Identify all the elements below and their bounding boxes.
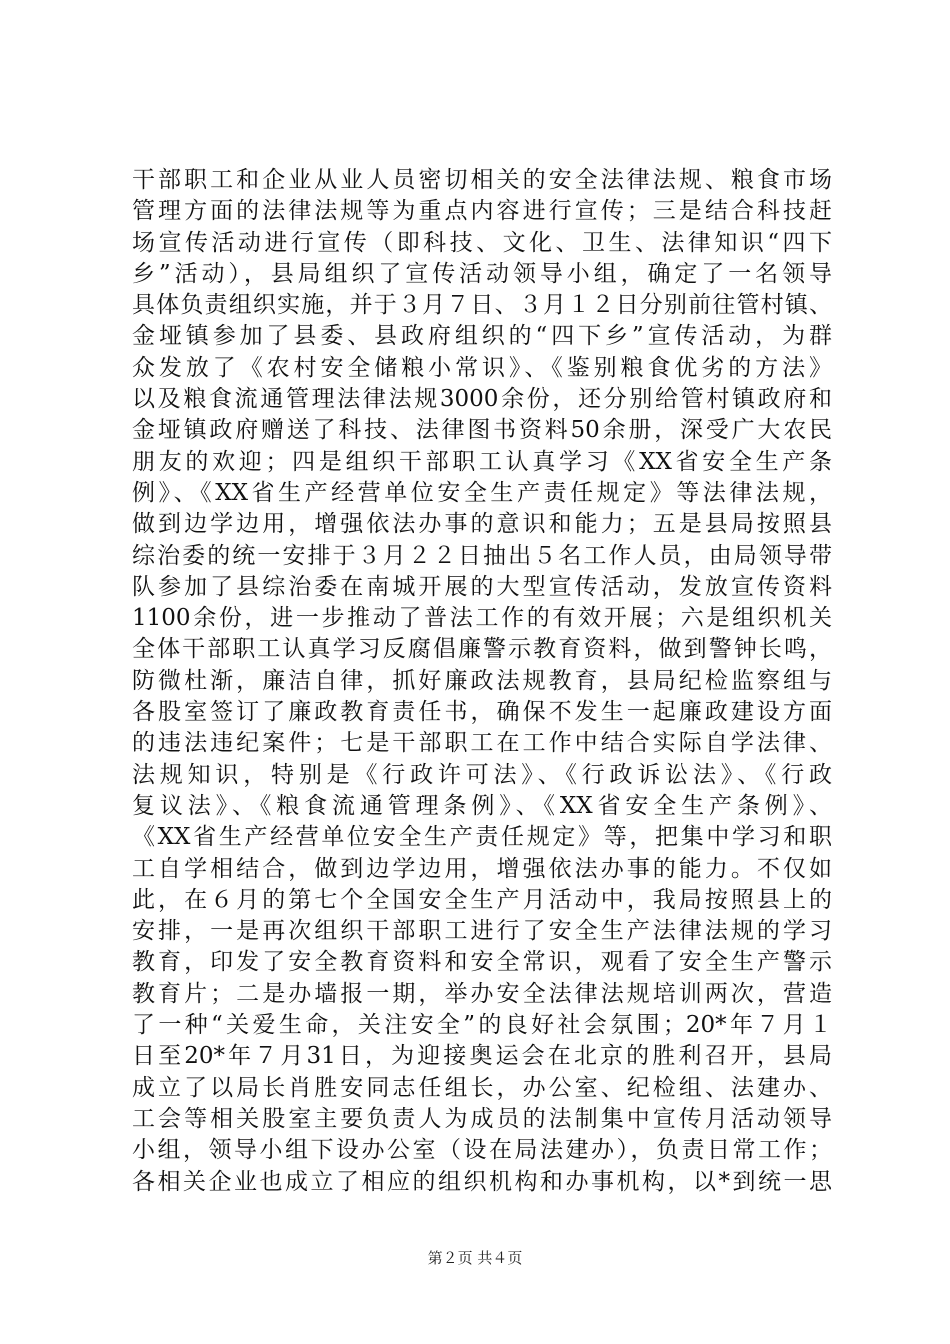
text-line: 防微杜渐，廉洁自律，抓好廉政法规教育，县局纪检监察组与: [132, 667, 832, 694]
text-line: 管理方面的法律法规等为重点内容进行宣传；三是结合科技赶: [132, 198, 832, 225]
text-line: 乡”活动），县局组织了宣传活动领导小组，确定了一名领导: [132, 260, 832, 287]
text-line: 例》、《XX省生产经营单位安全生产责任规定》等法律法规，: [132, 479, 832, 506]
text-line: 具体负责组织实施，并于３月７日、３月１２日分别前往管村镇、: [132, 292, 832, 319]
text-line: 教育片；二是办墙报一期，举办安全法律法规培训两次，营造: [132, 980, 832, 1007]
text-line: 工会等相关股室主要负责人为成员的法制集中宣传月活动领导: [132, 1105, 832, 1132]
text-line: 此，在６月的第七个全国安全生产月活动中，我局按照县上的: [132, 886, 832, 913]
text-line: 1100余份，进一步推动了普法工作的有效开展；六是组织机关: [132, 605, 832, 632]
text-line: 场宣传活动进行宣传（即科技、文化、卫生、法律知识“四下: [132, 229, 832, 256]
text-line: 队参加了县综治委在南城开展的大型宣传活动，发放宣传资料: [132, 573, 832, 600]
text-line: 工自学相结合，做到边学边用，增强依法办事的能力。不仅如: [132, 855, 832, 882]
text-line: 了一种“关爱生命，关注安全”的良好社会氛围；20*年７月１: [132, 1012, 832, 1039]
text-line: 小组，领导小组下设办公室（设在局法建办），负责日常工作；: [132, 1137, 832, 1164]
text-line: 朋友的欢迎；四是组织干部职工认真学习《XX省安全生产条: [132, 448, 832, 475]
text-line: 金垭镇参加了县委、县政府组织的“四下乡”宣传活动，为群: [132, 323, 832, 350]
text-line: 法规知识，特别是《行政许可法》、《行政诉讼法》、《行政: [132, 761, 832, 788]
text-line: 以及粮食流通管理法律法规3000余份，还分别给管村镇政府和: [132, 386, 832, 413]
text-line: 成立了以局长肖胜安同志任组长，办公室、纪检组、法建办、: [132, 1074, 832, 1101]
text-line: 全体干部职工认真学习反腐倡廉警示教育资料，做到警钟长鸣，: [132, 636, 832, 663]
body-paragraph: [132, 165, 832, 1198]
text-line: 众发放了《农村安全储粮小常识》、《鉴别粮食优劣的方法》: [132, 354, 832, 381]
text-line: 安排，一是再次组织干部职工进行了安全生产法律法规的学习: [132, 918, 832, 945]
text-line: 金垭镇政府赠送了科技、法律图书资料50余册，深受广大农民: [132, 417, 832, 444]
text-line: 复议法》、《粮食流通管理条例》、《XX省安全生产条例》、: [132, 792, 832, 819]
text-line: 各股室签订了廉政教育责任书，确保不发生一起廉政建设方面: [132, 699, 832, 726]
page-footer: 第２页 共４页: [427, 1249, 523, 1267]
text-line: 的违法违纪案件；七是干部职工在工作中结合实际自学法律、: [132, 730, 832, 757]
text-line: 干部职工和企业从业人员密切相关的安全法律法规、粮食市场: [132, 167, 832, 193]
text-line: 《XX省生产经营单位安全生产责任规定》等，把集中学习和职: [132, 824, 832, 851]
text-line: 做到边学边用，增强依法办事的意识和能力；五是县局按照县: [132, 511, 832, 538]
text-line: 教育，印发了安全教育资料和安全常识，观看了安全生产警示: [132, 949, 832, 976]
text-line: 各相关企业也成立了相应的组织机构和办事机构，以*到统一思: [132, 1168, 832, 1195]
text-line: 日至20*年７月31日，为迎接奥运会在北京的胜利召开，县局: [132, 1043, 832, 1070]
text-line: 综治委的统一安排于３月２２日抽出５名工作人员，由局领导带: [132, 542, 832, 569]
